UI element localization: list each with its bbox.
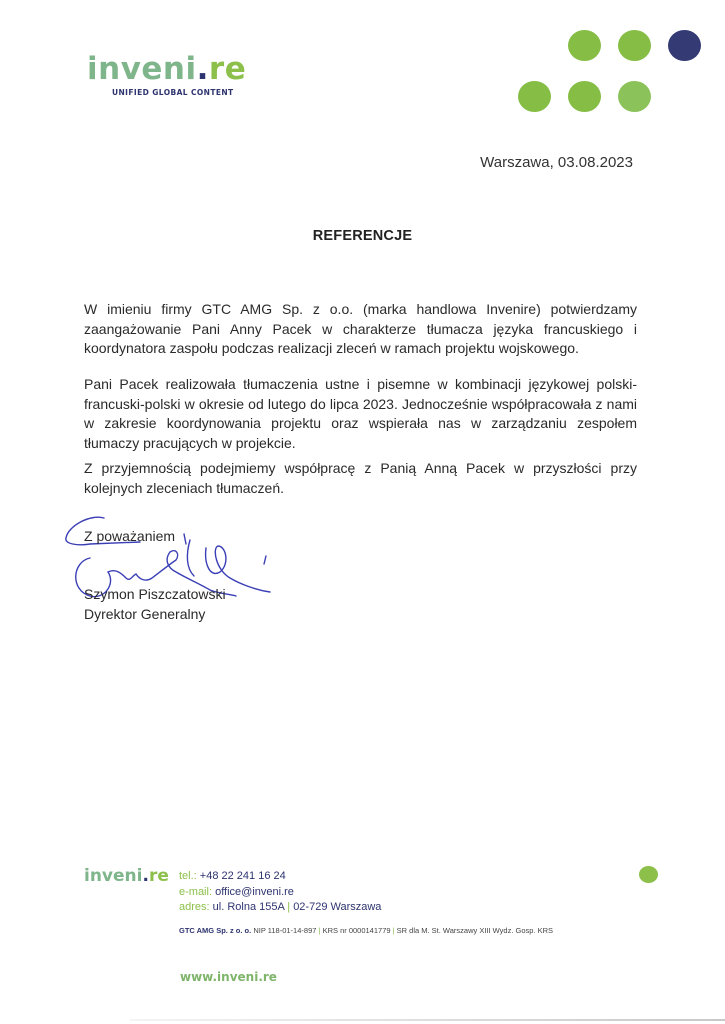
footer-logo-main: inveni: [84, 866, 143, 886]
footer-legal: [179, 926, 553, 935]
legal-separator: |: [392, 926, 395, 935]
footer-website-link[interactable]: www.inveni.re: [180, 970, 277, 984]
paragraph-2: Pani Pacek realizowała tłumaczenia ustne i pisemne w kombinacji językowej polski-francuski-polski w okresie od lutego do lipca 2023. Jednocześnie współpracowała z nami w zakresie koordynowania projektu oraz wspierała nas w zarządzaniu zespołem tłumaczy pracujących w projekcie.: [84, 376, 637, 451]
logo-wordmark: [87, 52, 246, 86]
legal-court: SR dla M. St. Warszawy XIII Wydz. Gosp. KRS: [396, 926, 554, 935]
green-dot-icon: [568, 30, 601, 61]
email-label: e-mail:: [179, 885, 213, 898]
logo-text-main: inveni: [87, 51, 197, 87]
logo-text-end: re: [208, 51, 247, 87]
green-dot-icon: [618, 30, 651, 61]
footer-logo-end: re: [148, 866, 169, 886]
legal-separator: |: [318, 926, 321, 935]
legal-company: GTC AMG Sp. z o. o.: [179, 926, 252, 935]
footer-logo: [84, 866, 169, 886]
footer-email: [179, 885, 381, 901]
letter-title: REFERENCJE: [312, 228, 413, 244]
phone-value: +48 22 241 16 24: [199, 870, 286, 882]
address-separator: |: [287, 901, 291, 913]
paragraph-3: Z przyjemnością podejmiemy współpracę z Panią Anną Pacek w przyszłości przy kolejnych zleceniach tłumaczeń.: [84, 460, 637, 496]
company-logo: [87, 52, 246, 97]
signature-stroke: [184, 534, 186, 544]
signer-block: [84, 585, 226, 624]
footer-green-dot-icon: [639, 866, 658, 883]
closing-salutation: Z poważaniem: [84, 528, 176, 544]
green-dot-icon: [518, 81, 551, 112]
logo-text-dot: .: [196, 51, 209, 87]
navy-dot-icon: [668, 30, 701, 61]
legal-nip: NIP 118-01-14-897: [253, 926, 317, 935]
scan-edge-line: [130, 1019, 725, 1021]
footer-address: [179, 900, 381, 916]
signer-title: Dyrektor Generalny: [84, 605, 206, 622]
address-city: 02-729 Warszawa: [293, 901, 382, 913]
logo-tagline: UNIFIED GLOBAL CONTENT: [112, 88, 234, 97]
signature-stroke: [187, 540, 194, 576]
email-link[interactable]: office@inveni.re: [215, 885, 294, 898]
footer-contact: [179, 869, 381, 916]
address-street: ul. Rolna 155A: [212, 901, 285, 913]
footer-logo-dot: .: [142, 866, 149, 886]
signature-stroke: [264, 556, 266, 564]
legal-krs: KRS nr 0000141779: [322, 926, 391, 935]
green-dot-icon: [568, 81, 601, 112]
paragraph-1: W imieniu firmy GTC AMG Sp. z o.o. (marka handlowa Invenire) potwierdzamy zaangażowanie Pani Anny Pacek w charakterze tłumacza języka francuskiego i koordynatora zaspołu podczas realizacji zleceń w ramach projektu wojskowego.: [84, 301, 637, 356]
address-label: adres:: [179, 901, 210, 913]
letter-date: Warszawa, 03.08.2023: [480, 154, 633, 171]
phone-label: tel.:: [179, 870, 197, 882]
green-dot-icon: [618, 81, 651, 112]
footer-phone: [179, 869, 381, 885]
signer-name: Szymon Piszczatowski: [84, 586, 226, 602]
